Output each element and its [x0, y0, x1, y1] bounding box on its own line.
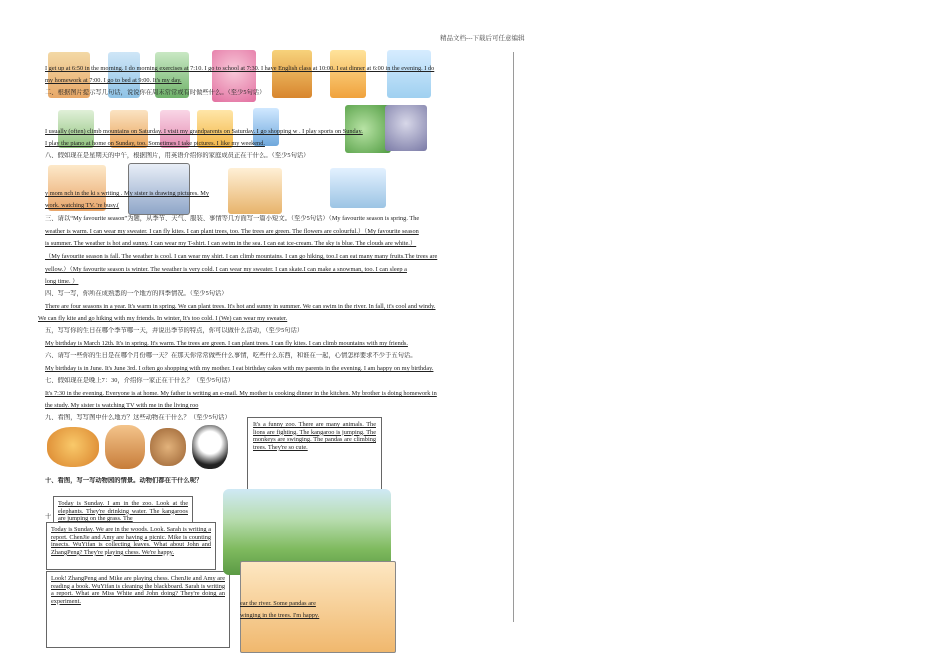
zoo-description-box: It's a funny zoo. There are many animals. The lions are fighting. The kangaroo is jumping. The monkeys are swinging. The pandas are climbing trees. They're so cute.	[247, 417, 382, 491]
question-2: 二、根据图片提示写几句话，说说你在周末常常或有时做些什么。（至少5句话）	[45, 89, 266, 96]
question-8: 八、假如现在是星期天的中午，根据图片，用英语介绍你的家庭成员正在干什么。（至少5句话）	[45, 152, 310, 159]
text-line-12: （My favourite season is fall. The weather is cool. I can wear my shirt. I can climb mountains. I can go hiking, too.I can eat many many fruits.The trees are	[45, 253, 438, 260]
text-line-24: the study. My sister is watching TV with me in the living roo	[45, 402, 199, 409]
picture-monkey	[150, 428, 186, 466]
text-line-21: My birthday is in June. It's June 3rd. I often go shopping with my mother. I eat birthday cakes with my parents in the evening. I am happy on my birthday.	[45, 365, 434, 372]
text-line-2: my homework at 7:00. I go to bed at 9:00. It's my day.	[45, 77, 182, 84]
text-line-29: winging in the trees. I'm happy.	[240, 612, 320, 619]
text-line-14: long time. ）	[45, 278, 79, 285]
text-line-13: yellow.）（My favourite season is winter. The weather is very cold. I can wear my sweater. I can skate.I can make a snowman, too. I can sleep a	[45, 266, 407, 273]
text-line-10: weather is warm. I can wear my sweater. I can fly kites. I can plant trees, too. The trees are green. The flowers are colourful.）（My favourite season	[45, 228, 419, 235]
picture-kangaroo	[105, 425, 145, 469]
text-line-23: It's 7:30 in the evening. Everyone is at home. My father is writing an e-mail. My mother is cooking dinner in the kitchen. My brother is doing homework in	[45, 390, 437, 397]
text-line-28: ear the river. Some pandas are	[240, 600, 316, 607]
question-5: 五，写写你的生日在哪个季节哪一天，并说出季节的特点，你可以做什么活动，（至少5句话）	[45, 327, 304, 334]
text-line-7: y mom nch in the ki s writing . My sister is drawing pictures. My	[45, 190, 210, 197]
zoo-sunday-box: Today is Sunday. I am in the zoo. Look at the elephants. They're drinking water. The kangaroos are jumping on the grass. The	[53, 496, 193, 523]
question-6: 六、请写一些你的生日是在哪个月份哪一天？在那天你常常做些什么事情，吃些什么东西，和谁在一起，心情怎样要求不少于五句话。	[45, 352, 417, 359]
text-line-4: I usually (often) climb mountains on Saturday. I visit my grandparents on Saturday. I go shopping w . I play sports on Sunday.	[45, 128, 363, 135]
text-line-11: is summer. The weather is hot and sunny. I can wear my T-shirt. I can swim in the sea. I can eat ice-cream. The sky is blue. The clouds are white.）	[45, 240, 417, 247]
question-3: 三、请以“My favourite season”为题，从季节、天气、服装、事情等几方面写一篇小短文。（至少5句话）（My favourite season is spring. The	[45, 215, 420, 222]
text-line-1: I get up at 6:50 in the morning. I do morning exercises at 7:10. I go to school at 7:30. I have English class at 10:00. I eat dinner at 6:00 in the evening. I do	[45, 65, 435, 72]
text-line-8: work. watching TV. 're busy.(	[45, 202, 120, 209]
page-header: 精品文档---下载后可任意编辑	[440, 35, 525, 42]
picture-lion	[47, 427, 99, 467]
question-7: 七、假如现在是晚上7：30，介绍你一家正在干什么？（至少5句话）	[45, 377, 234, 384]
text-line-19: My birthday is March 12th. It's in spring. It's warm. The trees are green. I can plant trees. I can fly kites. I can climb mountains with my friends.	[45, 340, 408, 347]
question-9: 九、看图，写写图中什么地方？这些动物在干什么？（至少5句话）	[45, 414, 231, 421]
text-line-17: We can fly kite and go hiking with my friends. In winter, It's too cold. I (We) can wear my sweater.	[38, 315, 288, 322]
question-10: 十、看图，写一写动物园的情景。动物们都在干什么呢？	[45, 477, 203, 484]
woods-description-box: Today is Sunday. We are in the woods. Look. Sarah is writing a report. ChenJie and Amy are having a picnic. Mike is counting insects. WuYifan is collecting leaves. What about John and ZhangPeng? They're playing chess. We're happy.	[46, 522, 216, 570]
classroom-description-box: Look! ZhangPeng and Mike are playing chess. ChenJie and Amy are reading a book. WuYifan is cleaning the blackboard. Sarah is writing a report. What are Miss White and John doing? They're doing an experiment.	[46, 571, 230, 648]
picture-panda	[192, 425, 228, 469]
column-divider	[513, 52, 514, 622]
question-mark-ten: 十	[45, 513, 52, 520]
text-line-16: There are four seasons in a year. It's warm in spring. We can plant trees. It's hot and sunny in summer. We can swim in the river. In fall, it's cool and windy.	[45, 303, 436, 310]
question-4: 四、写一写，你所在成熟悉的一个地方的四季情况。（至少5句话）	[45, 290, 228, 297]
text-line-5: I play the piano at home on Sunday, too. Sometimes I take pictures. I like my weekend.	[45, 140, 265, 147]
